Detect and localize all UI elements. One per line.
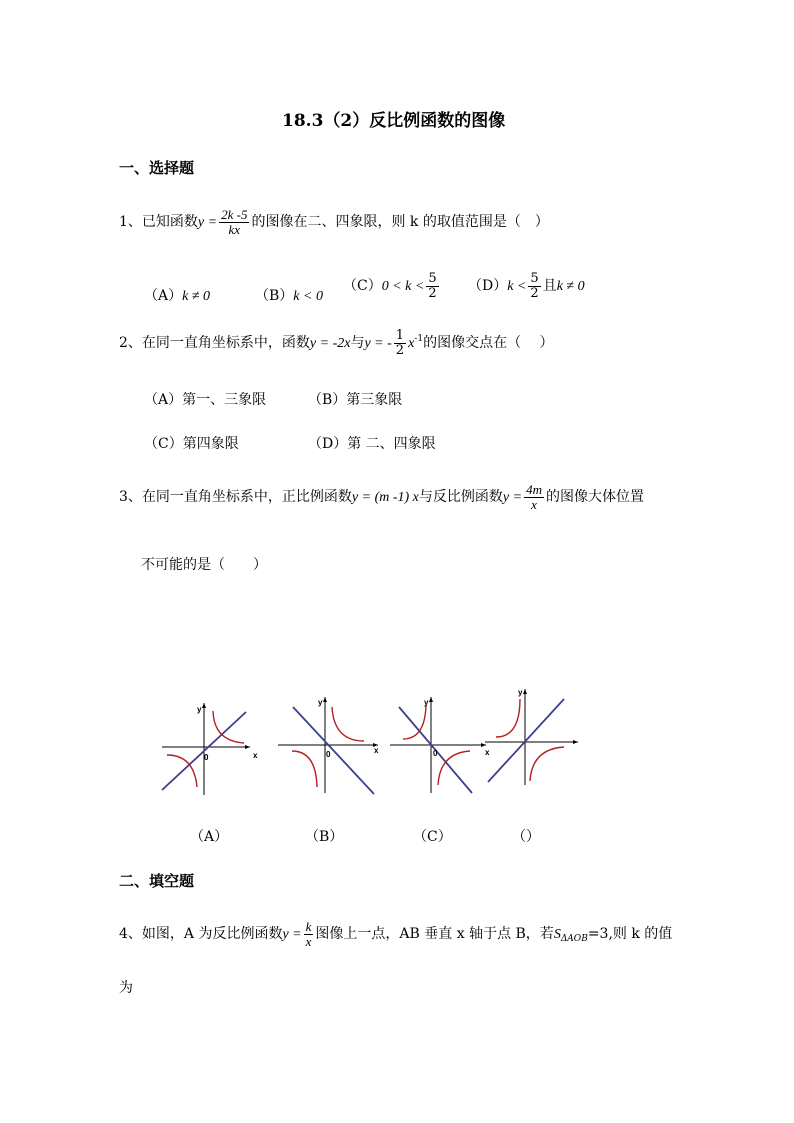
question-3 (119, 483, 644, 511)
q4-denominator: x (305, 933, 312, 949)
q2-option-b: （B）第三象限 (308, 392, 403, 408)
q3-numerator: 4m (526, 482, 542, 497)
q1-option-a-label: （A） (144, 288, 183, 304)
q2-suffix: 的图像交点在（ ） (423, 335, 554, 352)
graph-a-origin: 0 (204, 753, 209, 762)
q2-option-a: （A）第一、三象限 (144, 392, 267, 408)
q1-option-c-num: 5 (428, 271, 437, 286)
q2-func-2-start: y = - (364, 336, 392, 352)
q2-denominator: 2 (395, 342, 405, 358)
graph-b-origin: 0 (326, 750, 331, 759)
q1-option-d-tail: k ≠ 0 (556, 279, 585, 295)
graph-a-y-arrow (202, 703, 206, 708)
q1-option-d-den: 2 (530, 285, 539, 301)
q1-option-c-label: （C） (343, 278, 382, 295)
q1-option-d-math: k < (507, 279, 527, 295)
q4-fraction (304, 920, 314, 948)
graph-a-y-label: y (197, 705, 202, 714)
graph-d-x-arrow (573, 740, 578, 744)
question-2 (119, 329, 554, 357)
q1-option-a-math: k ≠ 0 (182, 289, 211, 304)
graph-c (390, 697, 490, 793)
graph-d-curve-1 (496, 699, 520, 737)
graph-c-label: （C） (413, 829, 452, 845)
graph-d-label: （） (512, 829, 540, 845)
section-choice-heading: 一、选择题 (119, 159, 195, 177)
q2-option-d: （D）第 二、四象限 (308, 436, 436, 452)
q4-prefix: 4、如图，A 为反比例函数 (119, 926, 283, 943)
graph-d-curve-2 (530, 747, 564, 781)
graph-a-x-label: x (253, 751, 258, 760)
graph-b-y-label: y (318, 698, 323, 707)
q3-fraction (524, 483, 544, 511)
graph-c-y-label: y (424, 698, 429, 707)
q1-numerator: 2k -5 (221, 207, 248, 222)
q1-option-c-den: 2 (428, 285, 437, 301)
q1-option-c-math: 0 < k < (381, 279, 425, 295)
q2-numerator: 1 (395, 328, 405, 343)
graph-b-y-arrow (323, 697, 327, 702)
q4-line-2: 为 (119, 980, 133, 996)
graph-b-curve-2 (292, 751, 317, 787)
graph-c-x-arrow (481, 743, 486, 747)
q2-func-1: y = -2x (309, 336, 351, 352)
q4-area-subscript: ΔAOB (560, 934, 588, 945)
q2-prefix: 2、在同一直角坐标系中，函数 (119, 335, 310, 352)
q1-denominator: kx (228, 221, 241, 237)
graph-c-curve-2 (438, 751, 470, 785)
graph-a-label: （A） (190, 829, 229, 845)
graph-b-curve-1 (332, 707, 364, 741)
graph-c-origin: 0 (433, 749, 438, 758)
q2-func-2-var: x (408, 336, 415, 352)
q2-and: 与 (350, 335, 365, 352)
q1-option-d-num: 5 (530, 271, 539, 286)
q1-option-d-fraction (528, 272, 540, 300)
q3-denominator: x (531, 496, 537, 512)
graph-b-label: （B） (305, 829, 344, 845)
q1-option-c-fraction (426, 272, 438, 300)
q4-func: y = (282, 927, 302, 943)
q3-graphs (150, 685, 590, 800)
q1-fraction (219, 208, 249, 236)
graph-b-x-label: x (374, 746, 379, 755)
graph-d (485, 688, 578, 785)
q1-option-d (468, 272, 585, 300)
q4-tail: =3,则 k 的值 (587, 926, 673, 943)
graph-c-x-label: x (485, 748, 490, 757)
q1-option-d-mid: 且 (542, 278, 557, 295)
graph-d-line (488, 699, 564, 782)
q2-exponent: -1 (414, 334, 424, 345)
graph-d-y-label: y (518, 688, 523, 697)
q4-area-symbol: S (553, 927, 561, 943)
q1-option-d-label: （D） (468, 278, 508, 295)
q1-option-c (343, 272, 441, 300)
q1-suffix: 的图像在二、四象限，则 k 的取值范围是（ ） (251, 214, 549, 231)
question-1 (119, 208, 549, 236)
q4-mid: 图像上一点，AB 垂直 x 轴于点 B，若 (315, 926, 554, 943)
q1-option-b (255, 285, 323, 305)
q3-mid: 与反比例函数 (418, 489, 503, 506)
graph-c-y-arrow (429, 697, 433, 702)
graph-a (162, 703, 258, 795)
q1-option-b-math: k < 0 (293, 289, 323, 304)
q3-suffix: 的图像大体位置 (545, 489, 644, 506)
page-title: 18.3（2）反比例函数的图像 (282, 111, 506, 131)
graph-a-x-arrow (245, 745, 250, 749)
q3-func-2: y = (502, 490, 523, 506)
q1-option-a (144, 285, 210, 305)
graph-d-y-arrow (523, 689, 527, 694)
section-fill-heading: 二、填空题 (119, 872, 195, 890)
q3-prefix: 3、在同一直角坐标系中，正比例函数 (119, 489, 352, 506)
q3-func-1: y = (m -1) x (351, 490, 419, 506)
q1-option-b-label: （B） (255, 288, 294, 304)
q3-line-2: 不可能的是（ ） (141, 557, 267, 573)
q2-option-c: （C）第四象限 (144, 436, 239, 452)
graph-b (278, 697, 379, 794)
q4-numerator: k (305, 919, 312, 934)
q1-prefix: 1、已知函数 (119, 214, 198, 231)
question-4 (119, 920, 672, 948)
q1-y-eq: y = (197, 215, 218, 231)
q2-fraction (394, 329, 406, 357)
